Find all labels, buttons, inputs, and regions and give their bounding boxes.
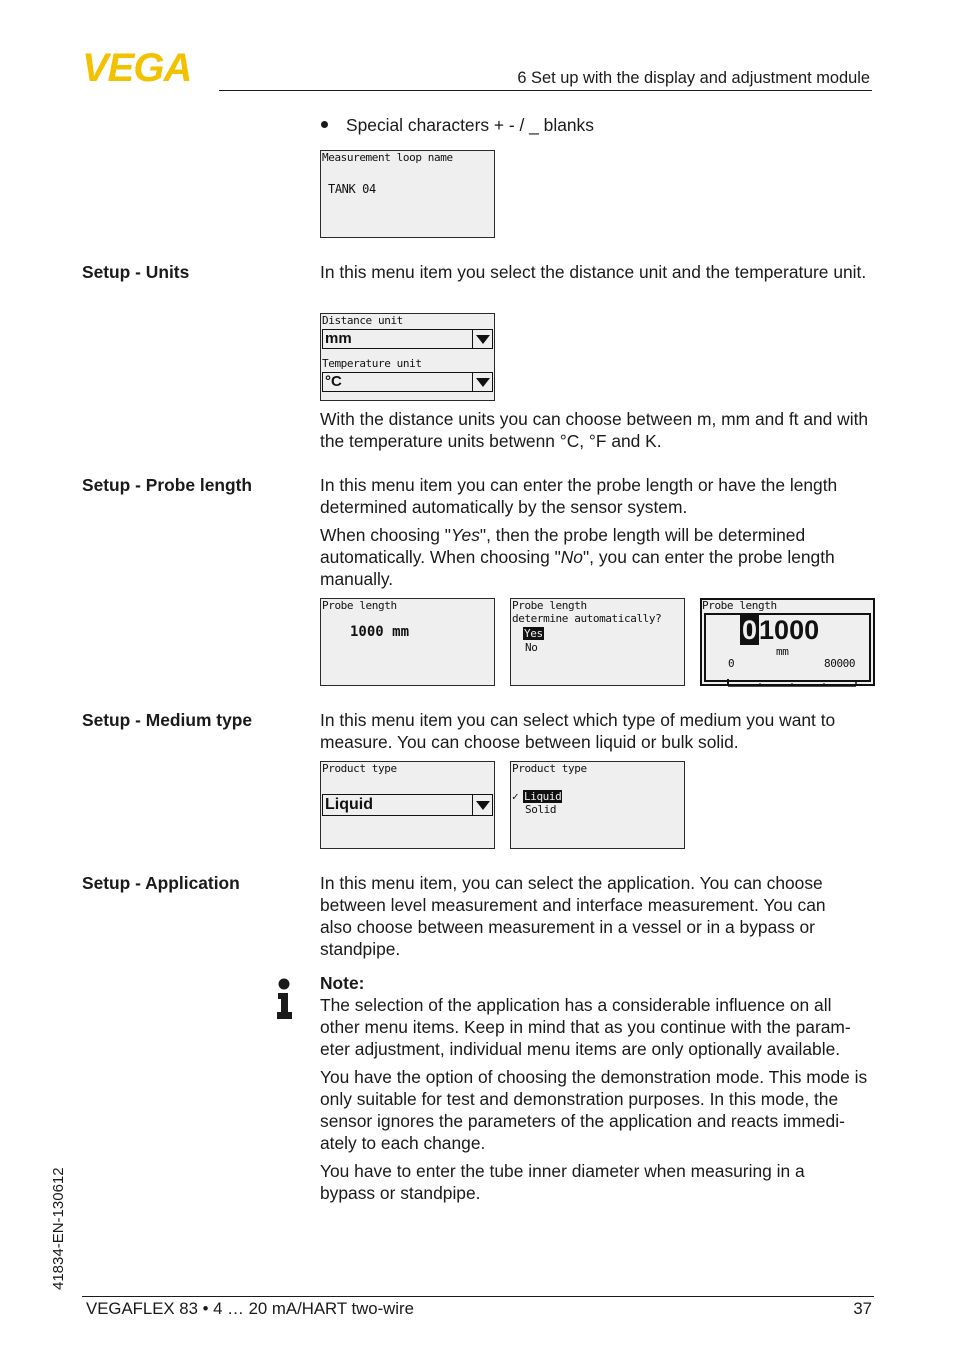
- temperature-unit-label: Temperature unit: [322, 357, 422, 370]
- tube-text: You have to enter the tube inner diameter when measuring in a bypass or standpipe.: [320, 1161, 805, 1203]
- option-solid[interactable]: Solid: [525, 803, 557, 816]
- section-title: 6 Set up with the display and adjustment module: [517, 69, 870, 87]
- page-number: 37: [853, 1299, 872, 1318]
- probe-text-2b: ", then the probe length will be determined automatically. When choosing ": [320, 525, 806, 567]
- lcd-title: Probe length: [702, 599, 777, 612]
- probe-text-yes: Yes: [450, 525, 480, 545]
- checkmark-icon: ✓: [512, 790, 519, 803]
- vega-logo-graphic: [82, 50, 212, 84]
- option-yes-label: Yes: [524, 627, 543, 640]
- application-text: In this menu item, you can select the application. You can choose between level measurement and interface measurement. You can also choose between measurement in a vessel or in a bypass or standpipe.: [320, 873, 826, 959]
- unit-label: mm: [776, 645, 789, 658]
- lcd-question: determine automatically?: [512, 612, 662, 625]
- medium-text: In this menu item you can select which type of medium you want to measure. You can choose between liquid or bulk solid.: [320, 710, 836, 752]
- header-rule: [219, 90, 872, 91]
- chevron-down-icon: [472, 795, 492, 815]
- demo-text: You have the option of choosing the demonstration mode. This mode is only suitable for test and demonstration purposes. In this mode, the sensor ignores the parameters of the application and reacts immedi-ately to each change.: [320, 1067, 868, 1153]
- lcd-title: Probe length: [512, 599, 587, 612]
- lcd-probe-edit: [700, 598, 875, 686]
- scale-max: 80000: [824, 657, 856, 670]
- distance-unit-value: mm: [325, 330, 352, 347]
- bullet-dot: [321, 121, 328, 128]
- heading-medium-type: Setup - Medium type: [82, 710, 253, 730]
- lcd-probe-length: [320, 598, 495, 686]
- lcd-value: TANK 04: [328, 182, 376, 196]
- heading-probe-length: Setup - Probe length: [82, 475, 253, 495]
- lcd-product-type-select: [320, 761, 495, 849]
- chevron-down-icon: [472, 330, 492, 348]
- footer-rule: [82, 1296, 874, 1297]
- option-liquid-label: Liquid: [524, 790, 562, 803]
- note-title: Note:: [320, 973, 365, 993]
- lcd-title: Probe length: [322, 599, 397, 612]
- units-after-text: With the distance units you can choose between m, mm and ft and with the temperature units betwenn °C, °F and K.: [320, 409, 869, 451]
- lcd-value: 1000 mm: [350, 624, 410, 640]
- distance-unit-label: Distance unit: [322, 314, 403, 327]
- probe-text-2c: ", you can enter the probe length manually.: [320, 547, 835, 589]
- lcd-units: [320, 313, 495, 401]
- info-icon: [275, 978, 295, 1020]
- units-text: In this menu item you select the distance unit and the temperature unit.: [320, 262, 867, 282]
- heading-application: Setup - Application: [82, 873, 240, 893]
- option-liquid[interactable]: [523, 791, 562, 803]
- remaining-digits: 1000: [759, 615, 820, 645]
- option-no[interactable]: No: [525, 641, 538, 654]
- chevron-down-icon: [472, 373, 492, 391]
- temperature-unit-select[interactable]: [322, 372, 493, 392]
- logo-wordmark: VEGA: [82, 50, 192, 84]
- footer-product: VEGAFLEX 83 • 4 … 20 mA/HART two-wire: [86, 1299, 414, 1318]
- probe-length-edit-value[interactable]: [740, 616, 819, 644]
- bullet-text: Special characters + - / _ blanks: [346, 115, 594, 135]
- lcd-title: Product type: [322, 762, 397, 775]
- lcd-measurement-loop-name: [320, 150, 495, 238]
- distance-unit-select[interactable]: [322, 329, 493, 349]
- probe-text-2: [320, 524, 880, 590]
- temperature-unit-value: °C: [325, 373, 342, 390]
- cursor-digit: 0: [742, 615, 758, 645]
- lcd-product-type-list: [510, 761, 685, 849]
- doc-id: 41834-EN-130612: [50, 1167, 67, 1290]
- option-yes[interactable]: [523, 628, 544, 640]
- probe-text-2a: When choosing ": [320, 525, 451, 545]
- product-type-value: Liquid: [325, 796, 373, 813]
- vega-logo: [82, 50, 212, 84]
- note-text: The selection of the application has a considerable influence on all other menu items. Keep in mind that as you continue with the param-eter adjustment, individual menu items are only optionally available.: [320, 995, 851, 1059]
- product-type-select[interactable]: [322, 794, 493, 816]
- probe-text-1: In this menu item you can enter the probe length or have the length determined automatically by the sensor system.: [320, 475, 838, 517]
- scale-min: 0: [728, 657, 735, 670]
- scale-bar: [727, 672, 857, 678]
- lcd-probe-auto: [510, 598, 685, 686]
- lcd-title: Measurement loop name: [322, 151, 453, 164]
- lcd-title: Product type: [512, 762, 587, 775]
- probe-text-no: No: [560, 547, 583, 567]
- heading-units: Setup - Units: [82, 262, 190, 282]
